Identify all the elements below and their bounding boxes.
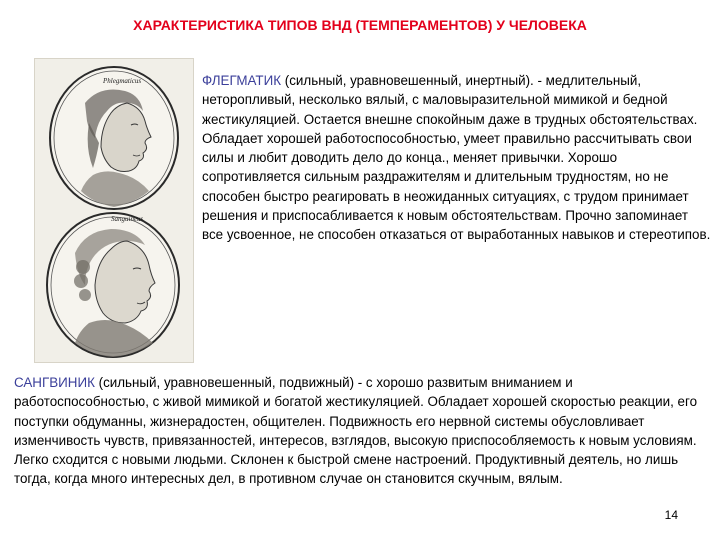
phlegmatic-type-name: ФЛЕГМАТИК xyxy=(202,73,282,88)
portraits-image xyxy=(34,58,194,363)
phlegmatic-portrait xyxy=(45,63,183,213)
phlegmatic-engraving xyxy=(45,63,183,213)
sanguine-engraving xyxy=(41,205,185,360)
sanguine-text: (сильный, уравновешенный, подвижный) - с хорошо развитым вниманием и работоспособностью, с живой мимикой и богатой жестикуляцией. Обладает хорошей скоростью реакции, его поступки обдуманны, жизнерадостен, общителен. Подвижность его нервной системы обусловливает изменчивость чувств, привязанностей, интересов, взглядов, высокую приспособляемость к новым условиям. Легко сходится с новыми людьми. Склонен к быстрой смене настроений. Продуктивный деятель, но лишь тогда, когда много интересных дел, в противном случае он становится скучным, вялым. xyxy=(14,375,698,487)
phlegmatic-text: (сильный, уравновешенный, инертный). - медлительный, неторопливый, несколько вялый, с маловыразительной мимикой и бедной жестикуляцией. Остается внешне спокойным даже в трудных обстоятельствах. Обладает хорошей работоспособностью, умеет правильно рассчитывать свои силы и любит доводить дело до конца., меняет привычки. Хорошо сопротивляется сильным раздражителям и длительным трудностям, но не способен быстро реагировать в неожиданных ситуациях, с трудом принимает решения и приспосабливается к новым обстоятельствам. Прочно запоминает все усвоенное, не способен отказаться от выработанных навыков и стереотипов. xyxy=(202,73,711,243)
sanguine-type-name: САНГВИНИК xyxy=(14,375,95,390)
phlegmatic-caption: Phlegmaticus xyxy=(103,77,142,85)
sanguine-description xyxy=(14,373,710,489)
sanguine-caption: Sanguineus xyxy=(111,215,144,223)
page-number: 14 xyxy=(664,508,678,522)
phlegmatic-description xyxy=(202,71,712,245)
slide-title: ХАРАКТЕРИСТИКА ТИПОВ ВНД (ТЕМПЕРАМЕНТОВ) У ЧЕЛОВЕКА xyxy=(133,17,587,33)
sanguine-portrait xyxy=(41,205,185,360)
